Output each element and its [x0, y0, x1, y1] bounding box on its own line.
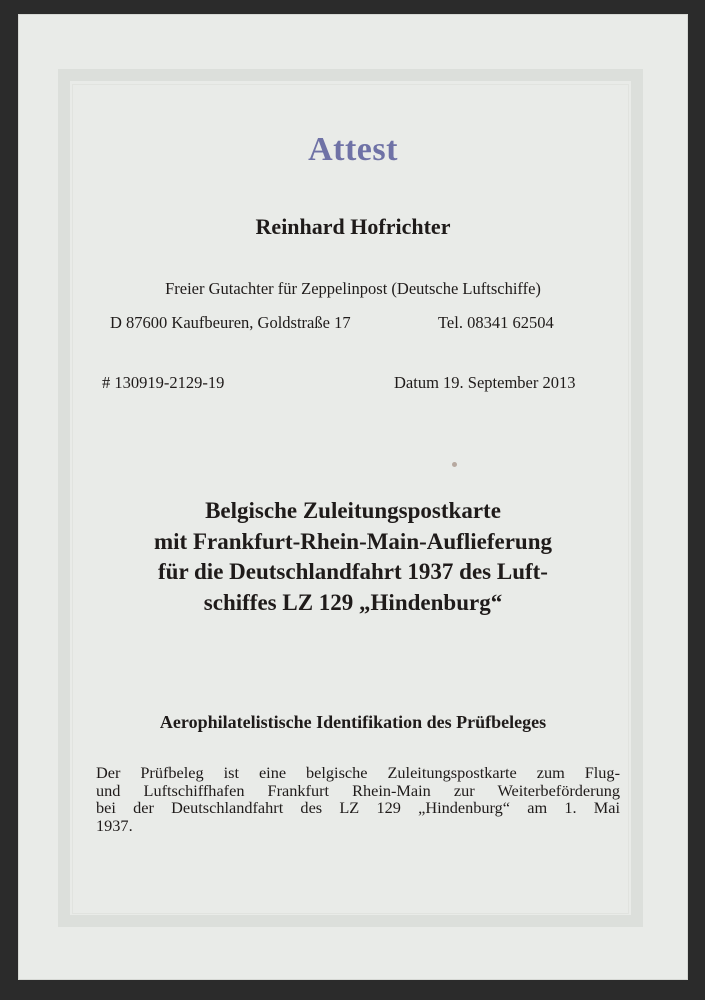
section-title: Aerophilatelistische Identifikation des Prüfbeleges — [159, 712, 547, 732]
body-line: und Luftschiffhafen Frankfurt Rhein-Main zur Weiterbeförderung — [96, 780, 620, 800]
item-heading — [18, 496, 688, 618]
heading-line: Belgische Zuleitungspostkarte — [205, 498, 501, 523]
paper-speck — [452, 462, 457, 467]
identification-paragraph — [96, 764, 620, 834]
expert-profession: Freier Gutachter für Zeppelinpost (Deutsche Luftschiffe) — [165, 279, 541, 298]
heading-line: schiffes LZ 129 „Hindenburg“ — [203, 589, 503, 615]
body-line: Der Prüfbeleg ist eine belgische Zuleitungspostkarte zum Flug- — [96, 763, 620, 782]
heading-line: für die Deutschlandfahrt 1937 des Luft- — [158, 559, 548, 584]
expert-address: D 87600 Kaufbeuren, Goldstraße 17 — [110, 313, 351, 332]
certificate-sheet — [18, 14, 688, 980]
certificate-number: # 130919-2129-19 — [102, 373, 225, 392]
body-line: bei der Deutschlandfahrt des LZ 129 „Hindenburg“ am 1. Mai — [96, 798, 620, 817]
heading-line: mit Frankfurt-Rhein-Main-Auflieferung — [154, 528, 552, 554]
certificate-date: Datum 19. September 2013 — [394, 373, 576, 392]
expert-name: Reinhard Hofrichter — [255, 214, 451, 239]
expert-phone: Tel. 08341 62504 — [438, 313, 554, 332]
certificate-title: Attest — [308, 131, 398, 168]
body-line: 1937. — [96, 815, 133, 835]
